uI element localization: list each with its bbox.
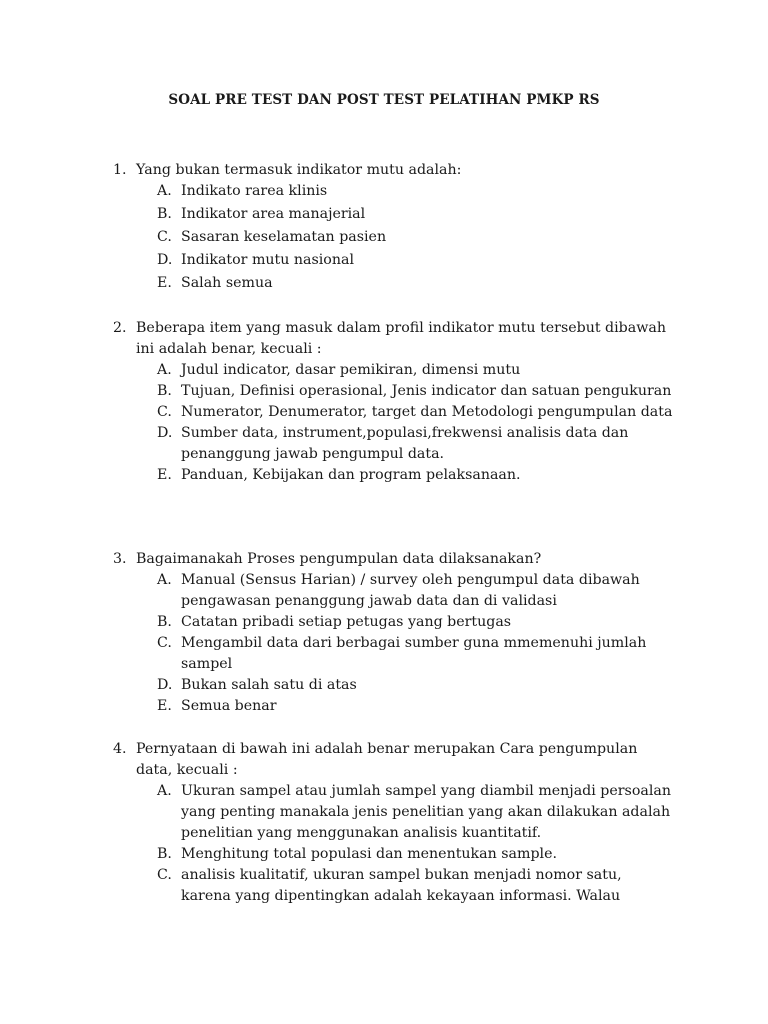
option-letter: E.: [157, 698, 172, 714]
option-letter: C.: [157, 229, 172, 245]
question-3: [113, 549, 673, 717]
option-letter: C.: [157, 404, 172, 420]
option-letter: A.: [157, 183, 172, 199]
option-letter: A.: [157, 572, 172, 588]
option-list: [113, 360, 673, 486]
option-letter: D.: [157, 252, 173, 268]
option-letter: D.: [157, 425, 173, 441]
question-text: Yang bukan termasuk indikator mutu adalah:: [136, 162, 462, 178]
question-number: 2.: [113, 320, 127, 336]
option-letter: B.: [157, 206, 172, 222]
option-letter: A.: [157, 783, 172, 799]
question-text: Bagaimanakah Proses pengumpulan data dilaksanakan?: [136, 551, 542, 567]
option-text: Ukuran sampel atau jumlah sampel yang diambil menjadi persoalan yang penting manakala jenis penelitian yang akan dilakukan adalah penelitian yang menggunakan analisis kuantitatif.: [181, 783, 671, 841]
question-text: Pernyataan di bawah ini adalah benar merupakan Cara pengumpulan data, kecuali :: [136, 741, 638, 778]
question-stem: [113, 739, 673, 781]
option-text: Manual (Sensus Harian) / survey oleh pengumpul data dibawah pengawasan penanggung jawab data dan di validasi: [181, 572, 640, 609]
option-letter: E.: [157, 275, 172, 291]
question-stem: [113, 160, 673, 181]
option-text: Indikato rarea klinis: [181, 183, 328, 199]
option-letter: B.: [157, 614, 172, 630]
option-letter: A.: [157, 362, 172, 378]
option-item: [113, 570, 673, 612]
option-text: Judul indicator, dasar pemikiran, dimensi mutu: [181, 362, 521, 378]
question-number: 3.: [113, 551, 127, 567]
option-item: [113, 465, 673, 486]
option-item: [113, 360, 673, 381]
option-letter: C.: [157, 635, 172, 651]
question-4: [113, 739, 673, 907]
option-text: analisis kualitatif, ukuran sampel bukan menjadi nomor satu, karena yang dipentingkan adalah kekayaan informasi. Walau: [181, 867, 622, 904]
question-1: [113, 160, 673, 294]
option-item: [113, 227, 673, 248]
option-item: [113, 844, 673, 865]
option-letter: D.: [157, 677, 173, 693]
option-text: Sumber data, instrument,populasi,frekwensi analisis data dan penanggung jawab pengumpul data.: [181, 425, 629, 462]
option-text: Bukan salah satu di atas: [181, 677, 357, 693]
question-2: [113, 318, 673, 486]
option-item: [113, 181, 673, 202]
option-text: Mengambil data dari berbagai sumber guna mmemenuhi jumlah sampel: [181, 635, 647, 672]
option-item: [113, 402, 673, 423]
question-number: 4.: [113, 741, 127, 757]
question-number: 1.: [113, 162, 127, 178]
option-letter: C.: [157, 867, 172, 883]
option-letter: B.: [157, 846, 172, 862]
option-letter: E.: [157, 467, 172, 483]
option-item: [113, 781, 673, 844]
option-text: Catatan pribadi setiap petugas yang bertugas: [181, 614, 512, 630]
option-text: Indikator mutu nasional: [181, 252, 354, 268]
option-list: [113, 570, 673, 717]
option-item: [113, 633, 673, 675]
option-text: Panduan, Kebijakan dan program pelaksanaan.: [181, 467, 521, 483]
document-title: SOAL PRE TEST DAN POST TEST PELATIHAN PMKP RS: [168, 92, 600, 108]
option-item: [113, 865, 673, 907]
option-text: Numerator, Denumerator, target dan Metodologi pengumpulan data: [181, 404, 673, 420]
option-item: [113, 381, 673, 402]
option-text: Semua benar: [181, 698, 277, 714]
option-list: [113, 781, 673, 907]
question-text: Beberapa item yang masuk dalam profil indikator mutu tersebut dibawah ini adalah benar, kecuali :: [136, 320, 666, 357]
question-stem: [113, 318, 673, 360]
option-letter: B.: [157, 383, 172, 399]
option-item: [113, 250, 673, 271]
option-item: [113, 696, 673, 717]
option-item: [113, 675, 673, 696]
option-item: [113, 204, 673, 225]
option-text: Salah semua: [181, 275, 273, 291]
option-item: [113, 273, 673, 294]
option-list: [113, 181, 673, 294]
question-stem: [113, 549, 673, 570]
option-item: [113, 423, 673, 465]
option-text: Sasaran keselamatan pasien: [181, 229, 387, 245]
option-text: Indikator area manajerial: [181, 206, 366, 222]
option-text: Tujuan, Definisi operasional, Jenis indicator dan satuan pengukuran: [181, 383, 672, 399]
option-text: Menghitung total populasi dan menentukan sample.: [181, 846, 557, 862]
option-item: [113, 612, 673, 633]
